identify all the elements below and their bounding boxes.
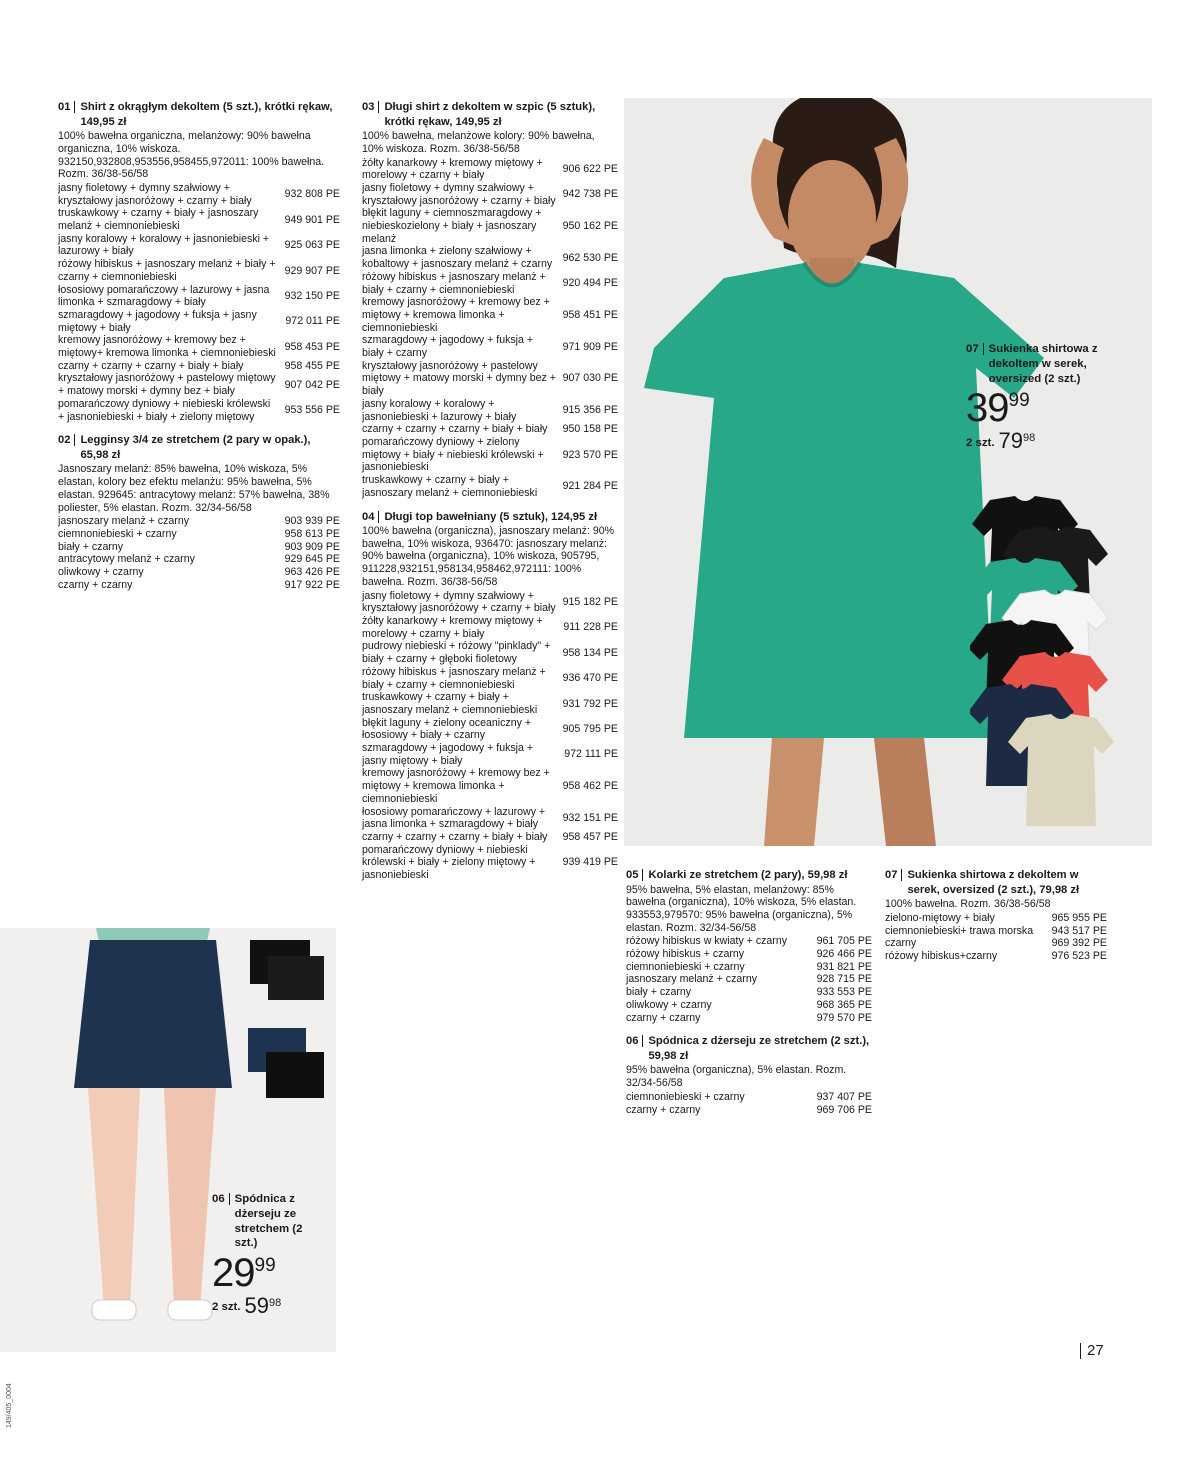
promo-06 (212, 1192, 332, 1317)
variant-code: 942 738 PE (562, 188, 618, 201)
variant-code: 933 553 PE (816, 986, 872, 999)
variant-color: różowy hibiskus+czarny (885, 949, 998, 962)
variant-row (58, 334, 340, 359)
column-1 (58, 100, 340, 601)
product-description: 100% bawełna. Rozm. 36/38-56/58 (885, 898, 1051, 911)
variant-color: czarny + czarny (58, 578, 133, 591)
product-description: 100% bawełna organiczna, melanżowy: 90% bawełna organiczna, 10% wiskoza. 932150,932808,953556,958455,972011: 100% bawełna. Rozm. 36/38-56/58 (58, 130, 325, 181)
product-description: 95% bawełna, 5% elastan, melanżowy: 85% bawełna (organiczna), 10% wiskoza, 5% elastan. 933553,979570: 95% bawełna (organiczna), 5% elastan. Rozm. 32/34-56/58 (626, 883, 857, 934)
variant-row (362, 831, 618, 844)
variant-code: 968 365 PE (816, 998, 872, 1011)
price-decimal: 99 (254, 1255, 276, 1277)
column-4 (885, 868, 1107, 973)
variant-color: zielono-miętowy + biały (885, 911, 995, 924)
promo-multi-price (966, 430, 1116, 452)
variant-code: 976 523 PE (1051, 949, 1107, 962)
product-number: 05 (626, 869, 639, 881)
variant-color: czarny + czarny (626, 1011, 701, 1024)
product-04 (362, 510, 618, 882)
variant-color: pomarańczowy dyniowy + niebieski królewski + jasnoniebieski + biały + zielony miętowy (58, 397, 271, 423)
product-title: Legginsy 3/4 ze stretchem (2 pary w opak.), 65,98 zł (80, 434, 311, 461)
side-code: 149/405_0004 (6, 1383, 13, 1428)
variant-code: 931 792 PE (562, 697, 618, 710)
variant-row (626, 948, 872, 961)
variant-color: żółty kanarkowy + kremowy miętowy + morelowy + czarny + biały (362, 156, 543, 182)
promo-price (212, 1251, 332, 1296)
variant-row (362, 666, 618, 691)
multi-decimal: 98 (268, 1297, 282, 1310)
variant-code: 969 706 PE (816, 1103, 872, 1116)
variant-code: 915 356 PE (562, 404, 618, 417)
variant-code: 958 457 PE (562, 830, 618, 843)
promo-number: 07 (966, 343, 979, 355)
variant-code: 962 530 PE (562, 251, 618, 264)
product-06 (626, 1034, 872, 1116)
variant-color: ciemnoniebieski + czarny (58, 527, 177, 540)
variant-color: jasny fioletowy + dymny szałwiowy + kryształowy jasnoróżowy + czarny + biały (58, 181, 252, 207)
variant-code: 958 453 PE (284, 340, 340, 353)
variant-row (362, 296, 618, 334)
variant-code: 915 182 PE (562, 595, 618, 608)
variant-row (362, 398, 618, 423)
variant-row (626, 961, 872, 974)
variant-row (58, 309, 340, 334)
promo-name: Sukienka shirtowa z dekoltem w serek, oversized (2 szt.) (988, 343, 1098, 385)
variant-row (362, 182, 618, 207)
variant-row (626, 1104, 872, 1117)
variant-code: 949 901 PE (284, 213, 340, 226)
product-description: Jasnoszary melanż: 85% bawełna, 10% wiskoza, 5% elastan, kolory bez efektu melanżu: 95% bawełna, 5% elastan. 929645: antracytowy melanż: 57% bawełna, 38% poliester, 5% elastan. Rozm. 32/34-56/58 (58, 463, 330, 514)
product-heading (58, 100, 340, 129)
variant-color: różowy hibiskus + czarny (626, 948, 745, 961)
variant-row (885, 912, 1107, 925)
variant-code: 923 570 PE (562, 448, 618, 461)
price-decimal: 99 (1008, 390, 1030, 412)
variant-row (362, 640, 618, 665)
variant-color: biały + czarny (58, 540, 124, 553)
variant-row (362, 360, 618, 398)
product-title: Kolarki ze stretchem (2 pary), 59,98 zł (648, 869, 848, 881)
variant-color: pomarańczowy dyniowy + niebieski królewski + biały + zielony miętowy + jasnoniebieski (362, 843, 536, 882)
variant-color: błękit laguny + zielony oceaniczny + łososiowy + biały + czarny (362, 716, 532, 742)
product-title: Spódnica z dżerseju ze stretchem (2 szt.), 59,98 zł (648, 1035, 870, 1062)
variant-color: oliwkowy + czarny (626, 998, 712, 1011)
variant-color: jasny fioletowy + dymny szałwiowy + kryształowy jasnoróżowy + czarny + biały (362, 589, 556, 615)
variant-color: kryształowy jasnoróżowy + pastelowy miętowy + matowy morski + dymny bez + biały (362, 359, 556, 398)
variant-color: różowy hibiskus w kwiaty + czarny (626, 935, 788, 948)
variant-code: 972 111 PE (564, 748, 618, 761)
variant-code: 971 909 PE (562, 340, 618, 353)
column-2 (362, 100, 618, 892)
product-description: 100% bawełna, melanżowe kolory: 90% bawełna, 10% wiskoza. Rozm. 36/38-56/58 (362, 130, 595, 155)
variant-row (58, 182, 340, 207)
variant-row (626, 999, 872, 1012)
variant-color: szmaragdowy + jagodowy + fuksja + jasny miętowy + biały (58, 308, 257, 334)
variant-code: 972 011 PE (285, 315, 340, 328)
variant-code: 936 470 PE (562, 672, 618, 685)
product-number: 07 (885, 869, 898, 881)
multi-integer: 79 (998, 428, 1023, 454)
variant-row (58, 528, 340, 541)
product-title: Długi shirt z dekoltem w szpic (5 sztuk), krótki rękaw, 149,95 zł (384, 101, 596, 128)
variant-code: 950 158 PE (562, 423, 618, 436)
variant-row (362, 691, 618, 716)
variant-color: kremowy jasnoróżowy + kremowy bez + miętowy + kremowa limonka + ciemnoniebieski (362, 296, 550, 334)
variant-code: 932 150 PE (284, 289, 340, 302)
variant-row (626, 935, 872, 948)
variant-code: 953 556 PE (284, 404, 340, 417)
variant-color: pomarańczowy dyniowy + zielony miętowy + biały + niebieski królewski + jasnoniebieski (362, 436, 544, 474)
promo-07 (966, 342, 1116, 452)
variant-row (362, 806, 618, 831)
page-number-text: 27 (1087, 1342, 1104, 1359)
variant-code: 907 042 PE (284, 378, 340, 391)
variant-row (885, 925, 1107, 938)
variant-row (885, 950, 1107, 963)
variant-code: 903 939 PE (284, 515, 340, 528)
variant-color: jasny fioletowy + dymny szałwiowy + kryształowy jasnoróżowy + czarny + biały (362, 181, 556, 207)
price-integer: 29 (212, 1251, 255, 1296)
variant-row (362, 436, 618, 474)
variant-row (362, 423, 618, 436)
multi-integer: 59 (244, 1293, 269, 1319)
variant-row (626, 973, 872, 986)
variant-code: 979 570 PE (816, 1011, 872, 1024)
variant-code: 958 613 PE (284, 527, 340, 540)
variant-row (58, 258, 340, 283)
multi-label: 2 szt. (966, 436, 995, 449)
variant-color: jasnoszary melanż + czarny (626, 973, 758, 986)
variant-row (362, 590, 618, 615)
variant-color: antracytowy melanż + czarny (58, 553, 195, 566)
product-heading (626, 868, 872, 883)
variant-code: 939 419 PE (562, 856, 618, 869)
variant-color: czarny + czarny + czarny + biały + biały (58, 359, 244, 372)
variant-code: 911 228 PE (563, 621, 618, 634)
variant-row (362, 207, 618, 245)
variant-code: 963 426 PE (284, 566, 340, 579)
variant-code: 929 645 PE (284, 553, 340, 566)
variant-color: ciemnoniebieski+ trawa morska (885, 924, 1034, 937)
variant-row (362, 157, 618, 182)
variant-row (626, 1012, 872, 1025)
product-heading (362, 100, 618, 129)
variant-color: różowy hibiskus + jasnoszary melanż + biały + czarny + ciemnoniebieski (362, 665, 546, 691)
variant-color: jasny koralowy + koralowy + jasnoniebieski + lazurowy + biały (362, 397, 517, 423)
variant-code: 958 134 PE (562, 646, 618, 659)
variant-color: szmaragdowy + jagodowy + fuksja + jasny miętowy + biały (362, 742, 534, 767)
variant-code: 903 909 PE (284, 540, 340, 553)
variant-code: 931 821 PE (816, 960, 872, 973)
variant-row (58, 398, 340, 423)
variant-row (58, 553, 340, 566)
variant-code: 920 494 PE (562, 277, 618, 290)
variant-row (58, 515, 340, 528)
product-heading (362, 510, 618, 525)
variant-color: różowy hibiskus + jasnoszary melanż + biały + czarny + ciemnoniebieski (362, 270, 546, 296)
multi-label: 2 szt. (212, 1301, 241, 1314)
variant-row (58, 360, 340, 373)
variant-code: 950 162 PE (562, 220, 618, 233)
product-description: 95% bawełna (organiczna), 5% elastan. Rozm. 32/34-56/58 (626, 1064, 847, 1090)
variant-code: 958 455 PE (284, 359, 340, 372)
variant-color: ciemnoniebieski + czarny (626, 960, 745, 973)
variant-row (362, 717, 618, 742)
variant-code: 932 151 PE (562, 811, 618, 824)
variant-color: truskawkowy + czarny + biały + jasnoszary melanż + ciemnoniebieski (362, 474, 538, 499)
variant-row (58, 233, 340, 258)
variant-code: 925 063 PE (284, 239, 340, 252)
variant-color: truskawkowy + czarny + biały + jasnoszary melanż + ciemnoniebieski (58, 207, 259, 233)
variant-code: 928 715 PE (816, 973, 872, 986)
variant-row (362, 271, 618, 296)
variant-code: 943 517 PE (1051, 924, 1107, 937)
variant-row (58, 566, 340, 579)
variant-code: 929 907 PE (284, 264, 340, 277)
promo-multi-price (212, 1295, 332, 1317)
product-number: 03 (362, 101, 375, 113)
variant-color: kremowy jasnoróżowy + kremowy bez + miętowy+ kremowa limonka + ciemnoniebieski (58, 334, 276, 360)
variant-row (362, 742, 618, 767)
product-number: 04 (362, 510, 375, 523)
variant-color: błękit laguny + ciemnoszmaragdowy + niebieskozielony + biały + jasnoszary melanż (362, 207, 542, 245)
variant-code: 905 795 PE (562, 722, 618, 735)
variant-row (58, 541, 340, 554)
product-number: 02 (58, 434, 71, 447)
variant-row (362, 767, 618, 805)
variant-row (885, 937, 1107, 950)
shirt-stack-image (970, 496, 1120, 836)
promo-name: Spódnica z dżerseju ze stretchem (2 szt.) (234, 1193, 303, 1250)
variant-color: jasna limonka + zielony szałwiowy + kobaltowy + jasnoszary melanż + czarny (362, 245, 553, 271)
product-03 (362, 100, 618, 500)
variant-code: 906 622 PE (562, 162, 618, 175)
variant-color: czarny + czarny + czarny + biały + biały (362, 830, 548, 843)
promo-price (966, 386, 1116, 431)
variant-color: czarny (885, 937, 917, 950)
variant-row (362, 844, 618, 882)
variant-color: łososiowy pomarańczowy + lazurowy + jasna limonka + szmaragdowy + biały (362, 805, 546, 831)
multi-decimal: 98 (1022, 432, 1036, 445)
variant-code: 965 955 PE (1051, 911, 1107, 924)
variant-row (362, 334, 618, 359)
variant-color: kryształowy jasnoróżowy + pastelowy miętowy + matowy morski + dymny bez + biały (58, 372, 276, 398)
column-3 (626, 868, 872, 1126)
variant-row (626, 1091, 872, 1104)
variant-color: żółty kanarkowy + kremowy miętowy + morelowy + czarny + biały (362, 615, 543, 640)
price-integer: 39 (966, 386, 1009, 431)
variant-color: kremowy jasnoróżowy + kremowy bez + miętowy + kremowa limonka + ciemnoniebieski (362, 767, 550, 805)
variant-color: jasnoszary melanż + czarny (58, 515, 190, 528)
product-number: 01 (58, 101, 71, 113)
variant-row (362, 474, 618, 499)
variant-color: truskawkowy + czarny + biały + jasnoszary melanż + ciemnoniebieski (362, 691, 538, 716)
variant-color: ciemnoniebieski + czarny (626, 1090, 745, 1103)
product-heading (885, 868, 1107, 897)
product-02 (58, 433, 340, 591)
variant-color: łososiowy pomarańczowy + lazurowy + jasna limonka + szmaragdowy + biały (58, 283, 270, 309)
variant-color: pudrowy niebieski + różowy "pinklady" + biały + czarny + głęboki fioletowy (362, 640, 551, 666)
product-description: 100% bawełna (organiczna), jasnoszary melanż: 90% bawełna, 10% wiskoza, 936470: jasnoszary melanż: 90% bawełna (organiczna), 10% wiskoza, 905795, 911228,932151,958134,958462,972111: 100% bawełna. Rozm. 36/38-56/58 (362, 525, 615, 588)
variant-code: 907 030 PE (562, 372, 618, 385)
variant-color: czarny + czarny (626, 1103, 701, 1116)
product-title: Shirt z okrągłym dekoltem (5 szt.), krótki rękaw, 149,95 zł (80, 101, 333, 128)
variant-code: 937 407 PE (816, 1090, 872, 1103)
page-number (1080, 1342, 1104, 1359)
variant-row (58, 579, 340, 592)
promo-number: 06 (212, 1193, 225, 1205)
product-title: Sukienka shirtowa z dekoltem w serek, oversized (2 szt.), 79,98 zł (907, 869, 1080, 896)
variant-row (58, 207, 340, 232)
variant-code: 958 462 PE (562, 780, 618, 793)
product-05 (626, 868, 872, 1024)
product-number: 06 (626, 1035, 639, 1048)
variant-row (58, 284, 340, 309)
variant-code: 969 392 PE (1051, 937, 1107, 950)
variant-code: 961 705 PE (816, 935, 872, 948)
variant-color: oliwkowy + czarny (58, 566, 144, 579)
variant-row (362, 245, 618, 270)
variant-color: biały + czarny (626, 986, 692, 999)
variant-color: jasny koralowy + koralowy + jasnoniebieski + lazurowy + biały (58, 232, 270, 258)
variant-row (626, 986, 872, 999)
variant-code: 958 451 PE (562, 308, 618, 321)
product-title: Długi top bawełniany (5 sztuk), 124,95 zł (384, 510, 598, 523)
variant-code: 921 284 PE (562, 480, 618, 493)
product-heading (626, 1034, 872, 1063)
variant-code: 926 466 PE (816, 948, 872, 961)
product-01 (58, 100, 340, 423)
product-heading (58, 433, 340, 462)
variant-row (58, 372, 340, 397)
variant-color: szmaragdowy + jagodowy + fuksja + biały + czarny (362, 334, 534, 360)
variant-row (362, 615, 618, 640)
variant-code: 932 808 PE (284, 188, 340, 201)
variant-color: różowy hibiskus + jasnoszary melanż + biały + czarny + ciemnoniebieski (58, 258, 276, 283)
product-07 (885, 868, 1107, 963)
variant-color: czarny + czarny + czarny + biały + biały (362, 423, 548, 436)
variant-code: 917 922 PE (284, 578, 340, 591)
